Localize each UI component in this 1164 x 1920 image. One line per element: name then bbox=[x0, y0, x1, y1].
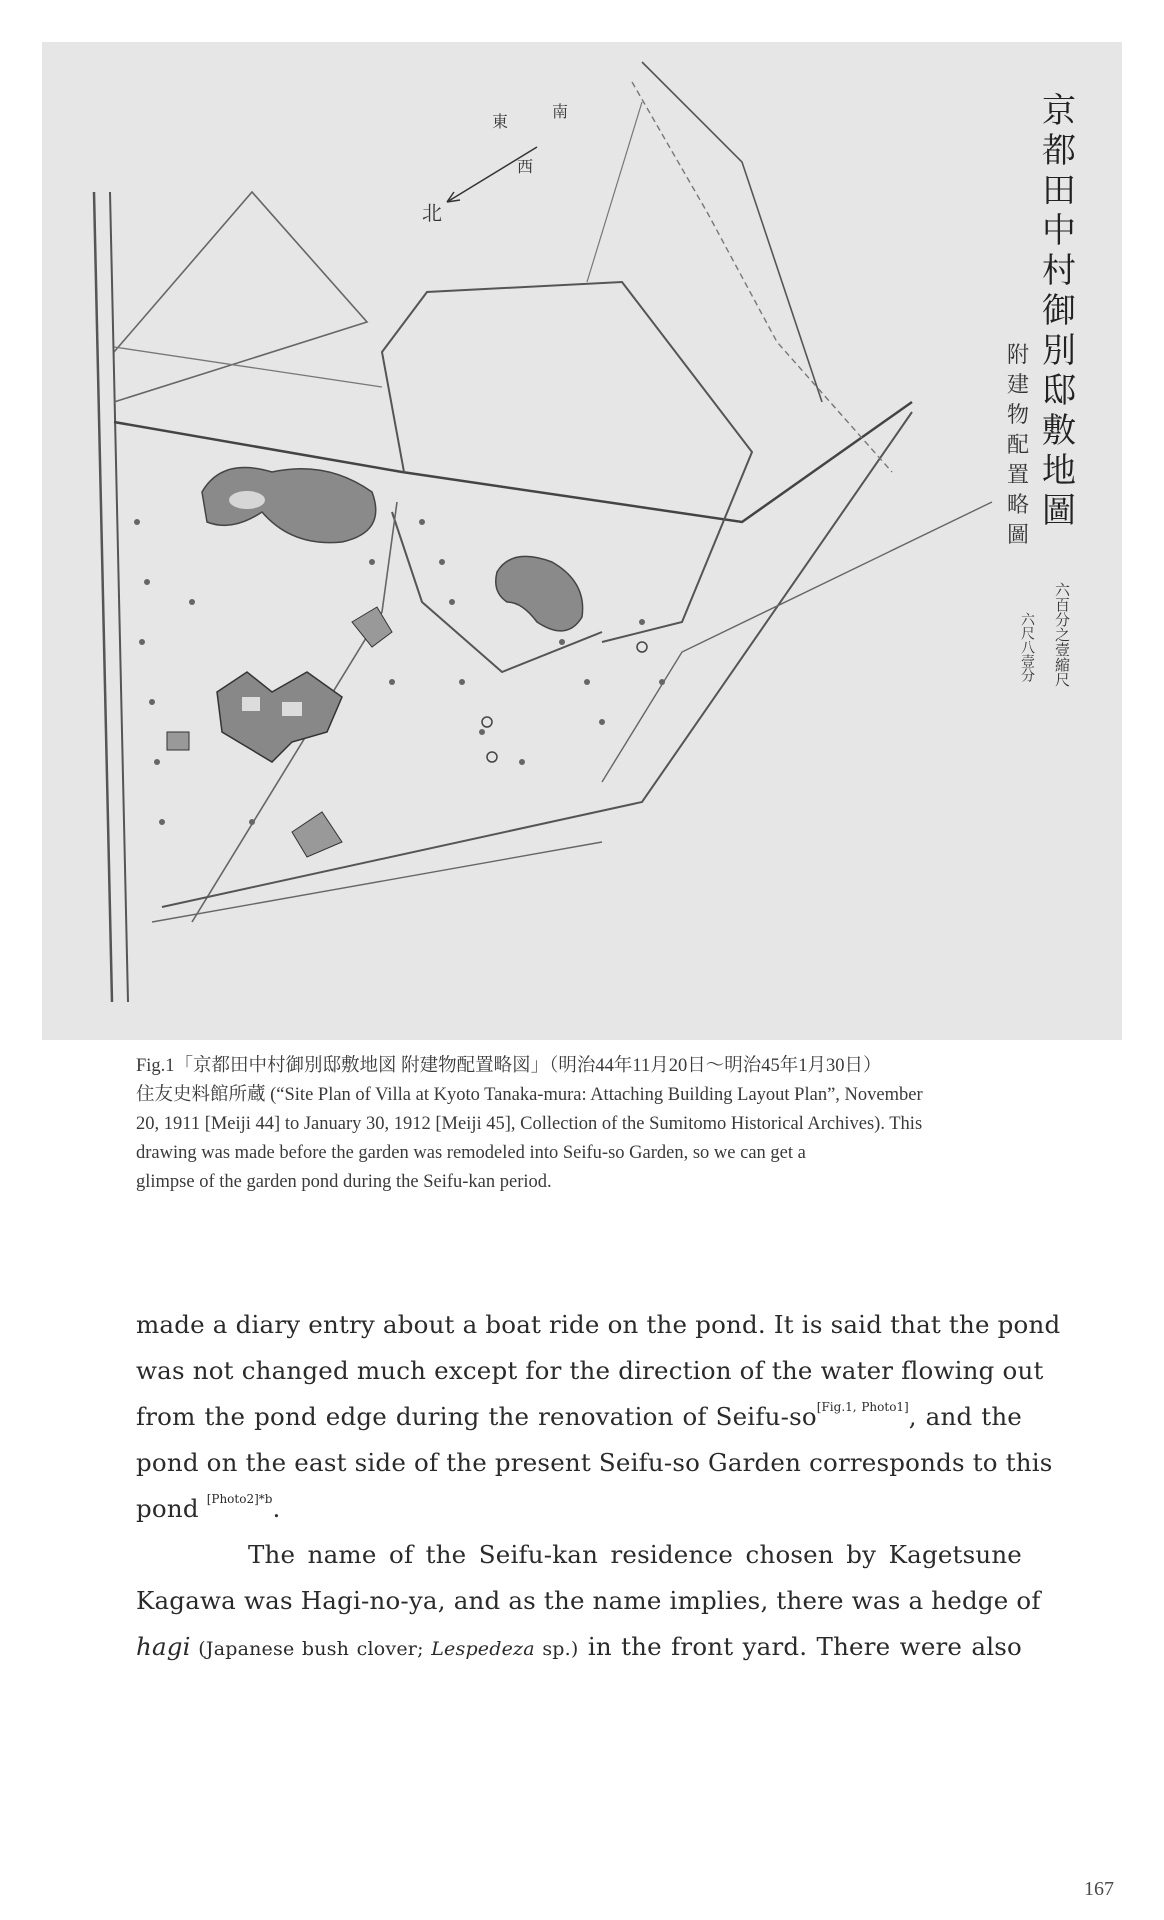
svg-text:圖: 圖 bbox=[1042, 491, 1076, 531]
body-line: was not changed much except for the direction of the water flowing out bbox=[136, 1356, 1044, 1385]
caption-line: Fig.1「京都田中村御別邸敷地図 附建物配置略図」（明治44年11月20日〜明治45年1月30日） bbox=[136, 1056, 882, 1076]
svg-text:京: 京 bbox=[1042, 91, 1076, 131]
figure-caption bbox=[136, 1052, 1006, 1197]
body-line: Kagawa was Hagi-no-ya, and as the name implies, there was a hedge of bbox=[136, 1586, 1041, 1615]
body-fragment: from the pond edge during the renovation of Seifu-so bbox=[136, 1402, 817, 1431]
body-fragment: , and the bbox=[908, 1402, 1022, 1431]
body-fragment: in the front yard. There were also bbox=[578, 1632, 1022, 1661]
map-title bbox=[1042, 91, 1076, 531]
svg-text:建: 建 bbox=[1007, 373, 1030, 398]
compass-south-label: 南 bbox=[552, 102, 569, 121]
site-plan-figure bbox=[42, 42, 1122, 1040]
body-line bbox=[136, 1624, 1022, 1672]
svg-text:略: 略 bbox=[1007, 493, 1030, 518]
body-fragment: (Japanese bush clover; bbox=[190, 1638, 432, 1660]
svg-text:村: 村 bbox=[1042, 251, 1076, 291]
body-line bbox=[136, 1394, 1022, 1440]
caption-line: 住友史料館所蔵 (“Site Plan of Villa at Kyoto Tanaka-mura: Attaching Building Layout Plan”, November bbox=[136, 1085, 923, 1105]
body-line: pond on the east side of the present Seifu-so Garden corresponds to this bbox=[136, 1448, 1053, 1477]
svg-text:別: 別 bbox=[1042, 331, 1076, 371]
body-fragment: pond bbox=[136, 1494, 207, 1523]
svg-text:圖: 圖 bbox=[1007, 523, 1030, 548]
citation-fig1-photo1: [Fig.1, Photo1] bbox=[816, 1400, 909, 1414]
svg-text:邸: 邸 bbox=[1042, 371, 1076, 411]
svg-text:敷: 敷 bbox=[1042, 411, 1076, 451]
body-line: The name of the Seifu-kan residence chosen by Kagetsune bbox=[248, 1540, 1022, 1569]
scale-note-2: 六尺八壹分 bbox=[1019, 612, 1035, 682]
body-fragment: sp.) bbox=[534, 1638, 579, 1660]
map-subtitle bbox=[1007, 343, 1029, 548]
page-number: 167 bbox=[1084, 1878, 1114, 1900]
svg-text:地: 地 bbox=[1042, 451, 1076, 491]
svg-text:御: 御 bbox=[1042, 291, 1076, 331]
scale-note: 六百分之壹縮尺 bbox=[1053, 582, 1071, 687]
body-fragment: . bbox=[272, 1494, 281, 1523]
compass-west-label: 西 bbox=[517, 157, 534, 176]
svg-text:配: 配 bbox=[1007, 433, 1030, 458]
svg-text:田: 田 bbox=[1042, 171, 1076, 211]
compass-north-label: 北 bbox=[422, 201, 442, 225]
term-lespedeza: Lespedeza bbox=[431, 1638, 535, 1660]
svg-text:中: 中 bbox=[1042, 211, 1076, 251]
term-hagi: hagi bbox=[136, 1632, 191, 1661]
caption-line: 20, 1911 [Meiji 44] to January 30, 1912 [Meiji 45], Collection of the Sumitomo Historical Archives). This bbox=[136, 1114, 923, 1134]
site-plan-drawing bbox=[42, 42, 1122, 1040]
citation-photo2: [Photo2]*b bbox=[206, 1492, 273, 1506]
caption-line: drawing was made before the garden was remodeled into Seifu-so Garden, so we can get a bbox=[136, 1143, 806, 1163]
compass-east-label: 東 bbox=[492, 112, 509, 131]
body-line: made a diary entry about a boat ride on the pond. It is said that the pond bbox=[136, 1310, 1061, 1339]
svg-text:置: 置 bbox=[1007, 463, 1030, 488]
caption-line: glimpse of the garden pond during the Seifu-kan period. bbox=[136, 1172, 552, 1192]
body-text bbox=[136, 1302, 1061, 1672]
svg-text:物: 物 bbox=[1007, 403, 1030, 428]
svg-text:都: 都 bbox=[1042, 131, 1076, 171]
body-line bbox=[136, 1486, 1022, 1532]
svg-text:附: 附 bbox=[1007, 343, 1030, 368]
